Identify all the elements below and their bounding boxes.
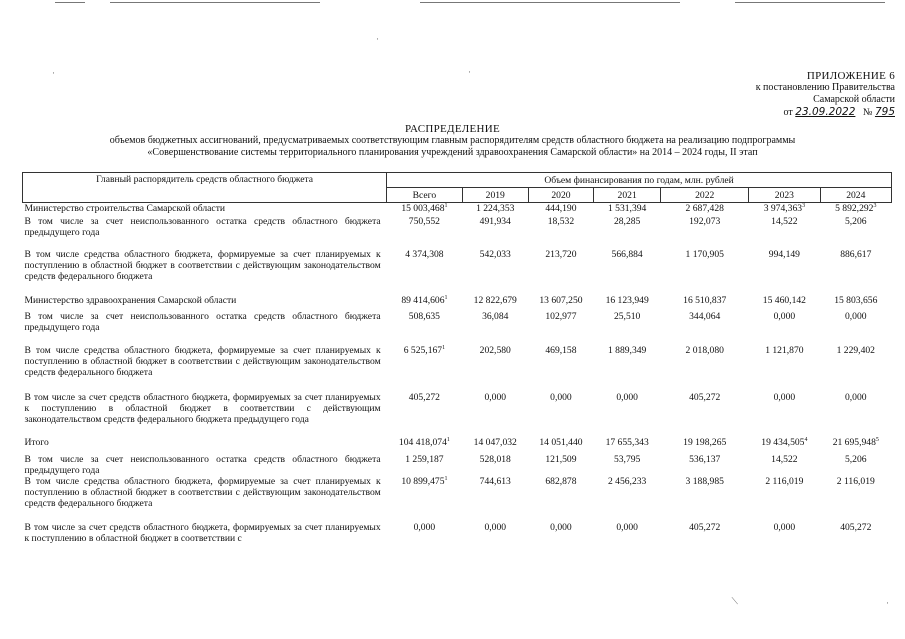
row-name: В том числе за счет неиспользованного остатка средств областного бюджета предыдущего года <box>24 311 381 333</box>
row-name: В том числе за счет средств областного бюджета, формируемых за счет планируемых к поступлению в областной бюджет в соответствии с <box>24 522 381 544</box>
cell-value <box>462 522 528 564</box>
header-main: Главный распорядитель средств областного бюджета <box>23 173 387 203</box>
cell-value <box>594 437 661 454</box>
scan-mark: — <box>728 593 743 607</box>
cell-value <box>387 345 463 392</box>
footnote-mark: 4 <box>804 436 808 443</box>
cell-value <box>749 522 820 564</box>
cell-value <box>749 311 820 345</box>
cell-number: 1 229,402 <box>836 345 875 356</box>
cell-value <box>749 437 820 454</box>
cell-value <box>594 454 661 476</box>
cell-value <box>749 454 820 476</box>
header-col: 2022 <box>661 188 749 203</box>
table-row <box>23 454 892 476</box>
cell-number: 13 607,250 <box>539 295 583 306</box>
table-row <box>23 392 892 437</box>
table-row <box>23 345 892 392</box>
cell-number: 28,285 <box>613 216 641 227</box>
cell-value <box>462 216 528 249</box>
cell-value <box>820 454 891 476</box>
row-name: Итого <box>24 437 49 448</box>
cell-number: 2 456,233 <box>607 476 647 487</box>
cell-number: 14,522 <box>771 454 798 465</box>
cell-value <box>528 203 593 217</box>
cell-number: 36,084 <box>482 311 509 322</box>
cell-number: 5,206 <box>844 216 867 227</box>
cell-value <box>387 216 463 249</box>
cell-number: 2 116,019 <box>836 476 875 487</box>
cell-value <box>387 311 463 345</box>
cell-value <box>661 295 749 311</box>
scan-edge-line <box>420 2 680 3</box>
cell-number: 0,000 <box>773 311 796 322</box>
cell-number: 528,018 <box>479 454 511 465</box>
cell-number: 0,000 <box>550 392 572 403</box>
document-subtitle-1: объемов бюджетных ассигнований, предусматриваемых соответствующим главным распорядителям средств областного бюджета на реализацию подпрограммы <box>109 135 796 146</box>
cell-value <box>661 311 749 345</box>
cell-number: 21 695,948 <box>832 437 876 448</box>
cell-value <box>661 345 749 392</box>
cell-value <box>528 437 593 454</box>
cell-value <box>820 437 891 454</box>
appendix-block <box>700 70 895 119</box>
cell-number: 0,000 <box>616 392 638 403</box>
cell-value <box>661 476 749 522</box>
cell-value <box>594 216 661 249</box>
row-name: В том числе средства областного бюджета, формируемые за счет планируемых к поступлению в областной бюджет в соответствии с действующим законодательством средств федерального бюджета <box>24 345 381 378</box>
cell-number: 15 003,468 <box>401 203 445 214</box>
cell-number: 536,137 <box>689 454 721 465</box>
cell-value <box>661 392 749 437</box>
cell-value <box>594 345 661 392</box>
cell-value <box>661 249 749 295</box>
cell-value <box>528 216 593 249</box>
cell-value <box>387 392 463 437</box>
cell-number: 2 018,080 <box>685 345 724 356</box>
cell-value <box>387 476 463 522</box>
table-row <box>23 295 892 311</box>
cell-number: 104 418,074 <box>398 437 447 448</box>
cell-number: 0,000 <box>484 392 507 403</box>
row-name: Министерство строительства Самарской области <box>24 203 226 214</box>
cell-number: 10 899,475 <box>401 476 445 487</box>
footnote-mark: 1 <box>444 202 448 209</box>
cell-value <box>387 454 463 476</box>
cell-number: 14 051,440 <box>539 437 583 448</box>
cell-number: 2 687,428 <box>685 203 724 214</box>
cell-value <box>661 203 749 217</box>
cell-number: 405,272 <box>689 522 721 533</box>
cell-value <box>820 345 891 392</box>
cell-number: 2 116,019 <box>765 476 804 487</box>
document-title: РАСПРЕДЕЛЕНИЕ <box>405 123 500 135</box>
footnote-mark: 5 <box>875 436 879 443</box>
footnote-mark: 1 <box>444 475 448 482</box>
cell-value <box>528 249 593 295</box>
cell-number: 5 892,292 <box>835 203 874 214</box>
cell-number: 15 803,656 <box>834 295 878 306</box>
cell-value <box>594 311 661 345</box>
cell-value <box>661 522 749 564</box>
footnote-mark: 3 <box>802 202 806 209</box>
cell-number: 0,000 <box>550 522 572 533</box>
number-prefix: № <box>862 107 873 118</box>
footnote-mark: 1 <box>442 344 446 351</box>
cell-value <box>820 522 891 564</box>
cell-value <box>820 295 891 311</box>
cell-number: 19 434,505 <box>761 437 805 448</box>
cell-value <box>528 295 593 311</box>
cell-value <box>749 345 820 392</box>
cell-value <box>749 476 820 522</box>
cell-value <box>820 203 891 217</box>
cell-number: 89 414,606 <box>401 295 445 306</box>
cell-value <box>820 392 891 437</box>
cell-number: 566,884 <box>611 249 643 260</box>
table-row <box>23 311 892 345</box>
cell-number: 0,000 <box>616 522 638 533</box>
scan-edge-line <box>55 2 85 3</box>
cell-value <box>462 295 528 311</box>
header-col: Всего <box>387 188 463 203</box>
cell-value <box>749 295 820 311</box>
cell-number: 744,613 <box>479 476 511 487</box>
cell-number: 14 047,032 <box>473 437 517 448</box>
cell-number: 750,552 <box>408 216 440 227</box>
cell-value <box>749 203 820 217</box>
cell-value <box>387 295 463 311</box>
table-row <box>23 476 892 522</box>
table-row <box>23 522 892 564</box>
cell-number: 491,934 <box>479 216 511 227</box>
cell-number: 405,272 <box>689 392 721 403</box>
cell-value <box>661 437 749 454</box>
cell-number: 0,000 <box>413 522 436 533</box>
cell-number: 121,509 <box>545 454 577 465</box>
footnote-mark: 3 <box>873 202 877 209</box>
appendix-line2: Самарской области <box>813 94 895 105</box>
cell-value <box>594 522 661 564</box>
cell-number: 0,000 <box>844 392 867 403</box>
cell-number: 12 822,679 <box>473 295 517 306</box>
cell-number: 15 460,142 <box>762 295 806 306</box>
cell-value <box>528 311 593 345</box>
cell-value <box>462 476 528 522</box>
date-prefix: от <box>783 107 793 118</box>
cell-value <box>528 522 593 564</box>
cell-value <box>594 476 661 522</box>
cell-number: 1 259,187 <box>405 454 444 465</box>
table-row <box>23 437 892 454</box>
decree-date: 23.09.2022 <box>795 106 856 118</box>
cell-value <box>820 216 891 249</box>
cell-value <box>528 345 593 392</box>
cell-value <box>661 216 749 249</box>
cell-number: 3 974,363 <box>763 203 803 214</box>
cell-number: 344,064 <box>689 311 721 322</box>
scan-edge-line <box>735 2 885 3</box>
cell-number: 469,158 <box>545 345 577 356</box>
cell-number: 0,000 <box>484 522 507 533</box>
cell-number: 682,878 <box>545 476 577 487</box>
cell-number: 14,522 <box>771 216 798 227</box>
footnote-mark: 1 <box>444 294 448 301</box>
header-group: Объем финансирования по годам, млн. рублей <box>387 173 892 188</box>
appendix-line1: к постановлению Правительства <box>755 82 895 93</box>
cell-number: 16 510,837 <box>683 295 727 306</box>
header-col: 2019 <box>462 188 528 203</box>
cell-number: 5,206 <box>844 454 867 465</box>
cell-value <box>749 392 820 437</box>
header-col: 2023 <box>749 188 820 203</box>
document-subtitle-2: «Совершенствование системы территориального планирования учреждений здравоохранения Самарской области» на 2014 – 2024 годы, II этап <box>147 147 758 158</box>
cell-value <box>462 249 528 295</box>
cell-number: 102,977 <box>545 311 577 322</box>
cell-value <box>462 203 528 217</box>
cell-value <box>462 392 528 437</box>
row-name: В том числе средства областного бюджета, формируемые за счет планируемых к поступлению в областной бюджет в соответствии с действующим законодательством средств федерального бюджета <box>24 476 381 509</box>
document-heading <box>0 123 905 159</box>
cell-number: 405,272 <box>840 522 872 533</box>
cell-number: 6 525,167 <box>403 345 443 356</box>
table-row <box>23 203 892 217</box>
cell-number: 25,510 <box>613 311 641 322</box>
cell-number: 0,000 <box>773 392 796 403</box>
cell-number: 192,073 <box>689 216 721 227</box>
scan-speck: · <box>886 598 889 608</box>
cell-number: 213,720 <box>545 249 577 260</box>
cell-number: 542,033 <box>479 249 511 260</box>
row-name: Министерство здравоохранения Самарской области <box>24 295 237 306</box>
cell-value <box>387 522 463 564</box>
cell-value <box>528 454 593 476</box>
decree-number: 795 <box>874 106 895 118</box>
cell-number: 1 121,870 <box>765 345 804 356</box>
cell-value <box>387 437 463 454</box>
cell-number: 202,580 <box>479 345 511 356</box>
cell-value <box>594 249 661 295</box>
cell-value <box>820 249 891 295</box>
scan-speck: · <box>52 68 55 78</box>
row-name: В том числе за счет неиспользованного остатка средств областного бюджета предыдущего года <box>24 454 381 476</box>
cell-number: 1 531,394 <box>607 203 647 214</box>
cell-number: 1 170,905 <box>685 249 724 260</box>
appendix-date-line <box>700 106 895 119</box>
cell-number: 444,190 <box>545 203 577 214</box>
cell-number: 405,272 <box>408 392 440 403</box>
cell-number: 19 198,265 <box>683 437 727 448</box>
cell-value <box>820 311 891 345</box>
row-name: В том числе средства областного бюджета, формируемые за счет планируемых к поступлению в областной бюджет в соответствии с действующим законодательством средств федерального бюджета <box>24 249 381 282</box>
header-col: 2020 <box>528 188 593 203</box>
cell-value <box>387 203 463 217</box>
appendix-title: ПРИЛОЖЕНИЕ 6 <box>806 70 895 82</box>
scan-edge-line <box>110 2 320 3</box>
cell-number: 508,635 <box>408 311 440 322</box>
cell-value <box>749 216 820 249</box>
header-col: 2024 <box>820 188 891 203</box>
footnote-mark: 1 <box>446 436 450 443</box>
funding-table <box>22 172 892 564</box>
cell-number: 0,000 <box>773 522 796 533</box>
cell-value <box>528 476 593 522</box>
cell-number: 16 123,949 <box>605 295 649 306</box>
cell-value <box>462 345 528 392</box>
cell-number: 1 224,353 <box>476 203 515 214</box>
cell-value <box>462 454 528 476</box>
row-name: В том числе за счет неиспользованного остатка средств областного бюджета предыдущего года <box>24 216 381 238</box>
cell-number: 994,149 <box>768 249 800 260</box>
cell-number: 4 374,308 <box>405 249 444 260</box>
cell-number: 53,795 <box>613 454 641 465</box>
header-col: 2021 <box>594 188 661 203</box>
cell-number: 18,532 <box>547 216 575 227</box>
cell-value <box>594 203 661 217</box>
cell-number: 1 889,349 <box>607 345 647 356</box>
cell-value <box>528 392 593 437</box>
table-row <box>23 249 892 295</box>
scan-speck: · <box>376 34 379 44</box>
cell-value <box>594 392 661 437</box>
cell-value <box>462 437 528 454</box>
cell-value <box>462 311 528 345</box>
cell-value <box>594 295 661 311</box>
cell-number: 0,000 <box>844 311 867 322</box>
table-row <box>23 216 892 249</box>
cell-value <box>661 454 749 476</box>
cell-number: 17 655,343 <box>605 437 649 448</box>
cell-number: 886,617 <box>840 249 872 260</box>
cell-number: 3 188,985 <box>685 476 724 487</box>
scan-speck: · <box>468 67 471 77</box>
cell-value <box>820 476 891 522</box>
cell-value <box>387 249 463 295</box>
cell-value <box>749 249 820 295</box>
row-name: В том числе за счет средств областного бюджета, формируемых за счет планируемых к поступлению в областной бюджет в соответствии с действующим законодательством средств федерального бюджета предыдущего года <box>24 392 381 425</box>
